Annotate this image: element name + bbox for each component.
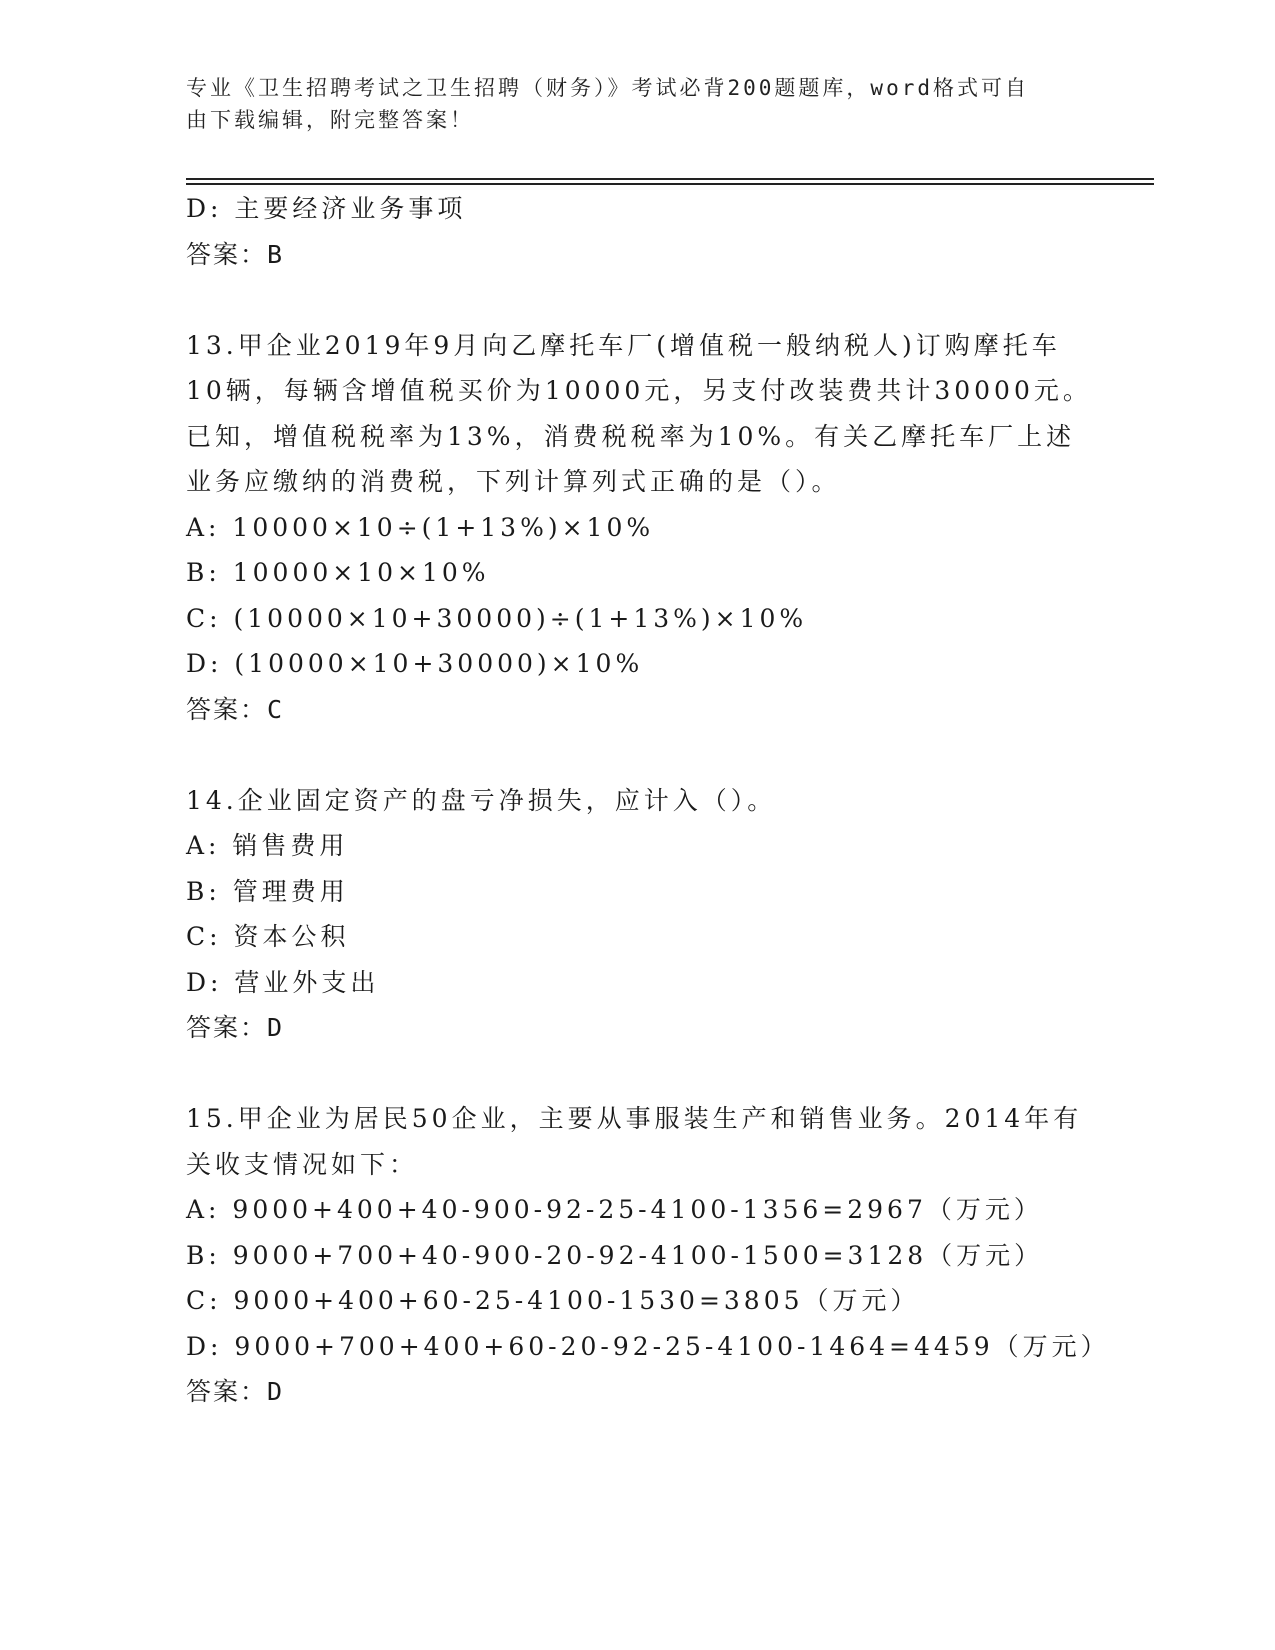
- spacer: [186, 732, 1086, 778]
- question-13: [186, 323, 1092, 733]
- question-14: [186, 778, 1086, 1051]
- question-stem-line: 关收支情况如下：: [186, 1149, 419, 1179]
- header-line-1: 专业《卫生招聘考试之卫生招聘（财务）》考试必背200题题库，word格式可自: [186, 76, 1029, 100]
- option-a: A: 10000×10÷(1+13%)×10%: [186, 512, 655, 542]
- question-15: [186, 1096, 1110, 1415]
- option-c: C: 9000+400+60-25-4100-1530=3805（万元）: [186, 1286, 920, 1315]
- option-b: B: 10000×10×10%: [186, 558, 490, 587]
- spacer: [186, 1051, 1086, 1097]
- header-line-2: 由下载编辑，附完整答案！: [186, 108, 474, 132]
- answer-line: 答案：D: [186, 1377, 285, 1406]
- spacer: [186, 277, 1086, 323]
- question-stem-line: 业务应缴纳的消费税，下列计算列式正确的是（）。: [186, 467, 841, 496]
- option-d: D: (10000×10+30000)×10%: [186, 649, 644, 678]
- question-stem-line: 10辆，每辆含增值税买价为10000元，另支付改装费共计30000元。: [186, 376, 1092, 405]
- option-b: B: 管理费用: [186, 876, 349, 906]
- previous-question-tail: [186, 186, 1086, 277]
- option-c: C: 资本公积: [186, 922, 350, 951]
- answer-line: 答案：B: [186, 239, 285, 269]
- question-stem-line: 14.企业固定资产的盘亏净损失，应计入（）。: [186, 785, 777, 815]
- option-a: A: 9000+400+40-900-92-25-4100-1356=2967（万元）: [186, 1195, 1043, 1224]
- option-c: C: (10000×10+30000)÷(1+13%)×10%: [186, 603, 808, 633]
- option-a: A: 销售费用: [186, 831, 349, 860]
- option-d: D: 9000+700+400+60-20-92-25-4100-1464=4459（万元）: [186, 1331, 1110, 1361]
- header-rule-top: [186, 178, 1154, 180]
- page-content: [186, 186, 1110, 1415]
- header-rule-bottom: [186, 183, 1154, 185]
- question-stem-line: 15.甲企业为居民50企业，主要从事服装生产和销售业务。2014年有: [186, 1104, 1083, 1133]
- option-d: D: 营业外支出: [186, 967, 380, 997]
- question-stem-line: 13.甲企业2019年9月向乙摩托车厂(增值税一般纳税人)订购摩托车: [186, 330, 1061, 360]
- option-b: B: 9000+700+40-900-20-92-4100-1500=3128（万元）: [186, 1240, 1044, 1270]
- page-header: [186, 72, 1086, 136]
- answer-line: 答案：D: [186, 1013, 285, 1042]
- option-d: D: 主要经济业务事项: [186, 194, 467, 223]
- question-stem-line: 已知，增值税税率为13%，消费税税率为10%。有关乙摩托车厂上述: [186, 421, 1076, 451]
- answer-line: 答案：C: [186, 694, 285, 724]
